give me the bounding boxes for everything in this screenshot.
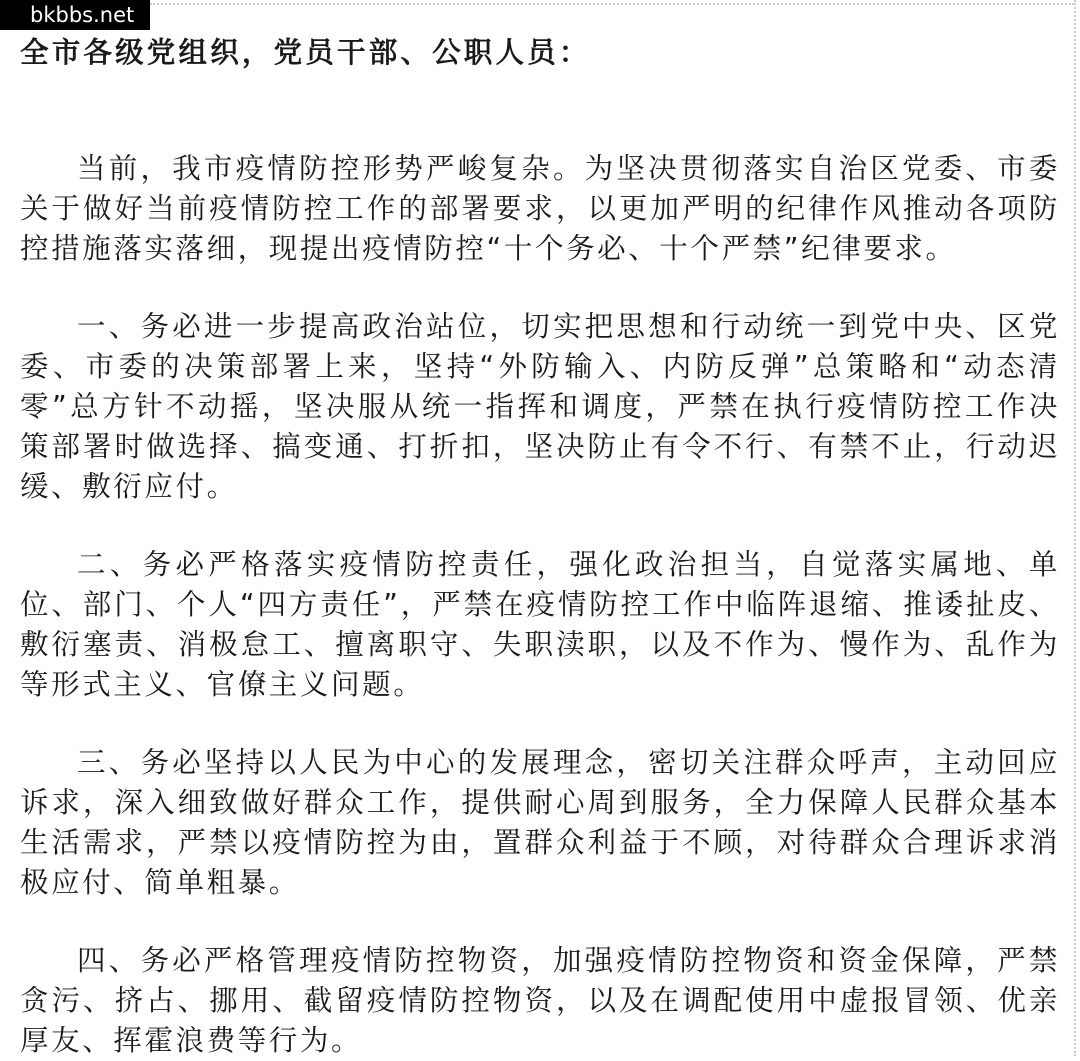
site-watermark: bkbbs.net [0, 0, 150, 30]
dotted-border-right [1073, 0, 1076, 1056]
notice-body [20, 33, 1060, 1061]
dotted-border-top [150, 3, 1074, 6]
spacer [20, 507, 1060, 545]
paragraph-intro: 当前，我市疫情防控形势严峻复杂。为坚决贯彻落实自治区党委、市委关于做好当前疫情防控工作的部署要求，以更加严明的纪律作风推动各项防控措施落实落细，现提出疫情防控“十个务必、十个严禁”纪律要求。 [20, 152, 1060, 265]
salutation: 全市各级党组织，党员干部、公职人员： [20, 36, 591, 69]
paragraph-item-4: 四、务必严格管理疫情防控物资，加强疫情防控物资和资金保障，严禁贪污、挤占、挪用、截留疫情防控物资，以及在调配使用中虚报冒领、优亲厚友、挥霍浪费等行为。 [20, 944, 1060, 1057]
paragraph-item-2: 二、务必严格落实疫情防控责任，强化政治担当，自觉落实属地、单位、部门、个人“四方责任”，严禁在疫情防控工作中临阵退缩、推诿扯皮、敷衍塞责、消极怠工、擅离职守、失职渎职，以及不作为、慢作为、乱作为等形式主义、官僚主义问题。 [20, 548, 1060, 701]
spacer [20, 903, 1060, 941]
paragraph-item-3: 三、务必坚持以人民为中心的发展理念，密切关注群众呼声，主动回应诉求，深入细致做好群众工作，提供耐心周到服务，全力保障人民群众基本生活需求，严禁以疫情防控为由，置群众利益于不顾，对待群众合理诉求消极应付、简单粗暴。 [20, 746, 1060, 899]
paragraph-item-1: 一、务必进一步提高政治站位，切实把思想和行动统一到党中央、区党委、市委的决策部署上来，坚持“外防输入、内防反弹”总策略和“动态清零”总方针不动摇，坚决服从统一指挥和调度，严禁在执行疫情防控工作决策部署时做选择、搞变通、打折扣，坚决防止有令不行、有禁不止，行动迟缓、敷衍应付。 [20, 310, 1060, 503]
spacer [20, 269, 1060, 307]
spacer [20, 705, 1060, 743]
spacer [20, 73, 1060, 149]
